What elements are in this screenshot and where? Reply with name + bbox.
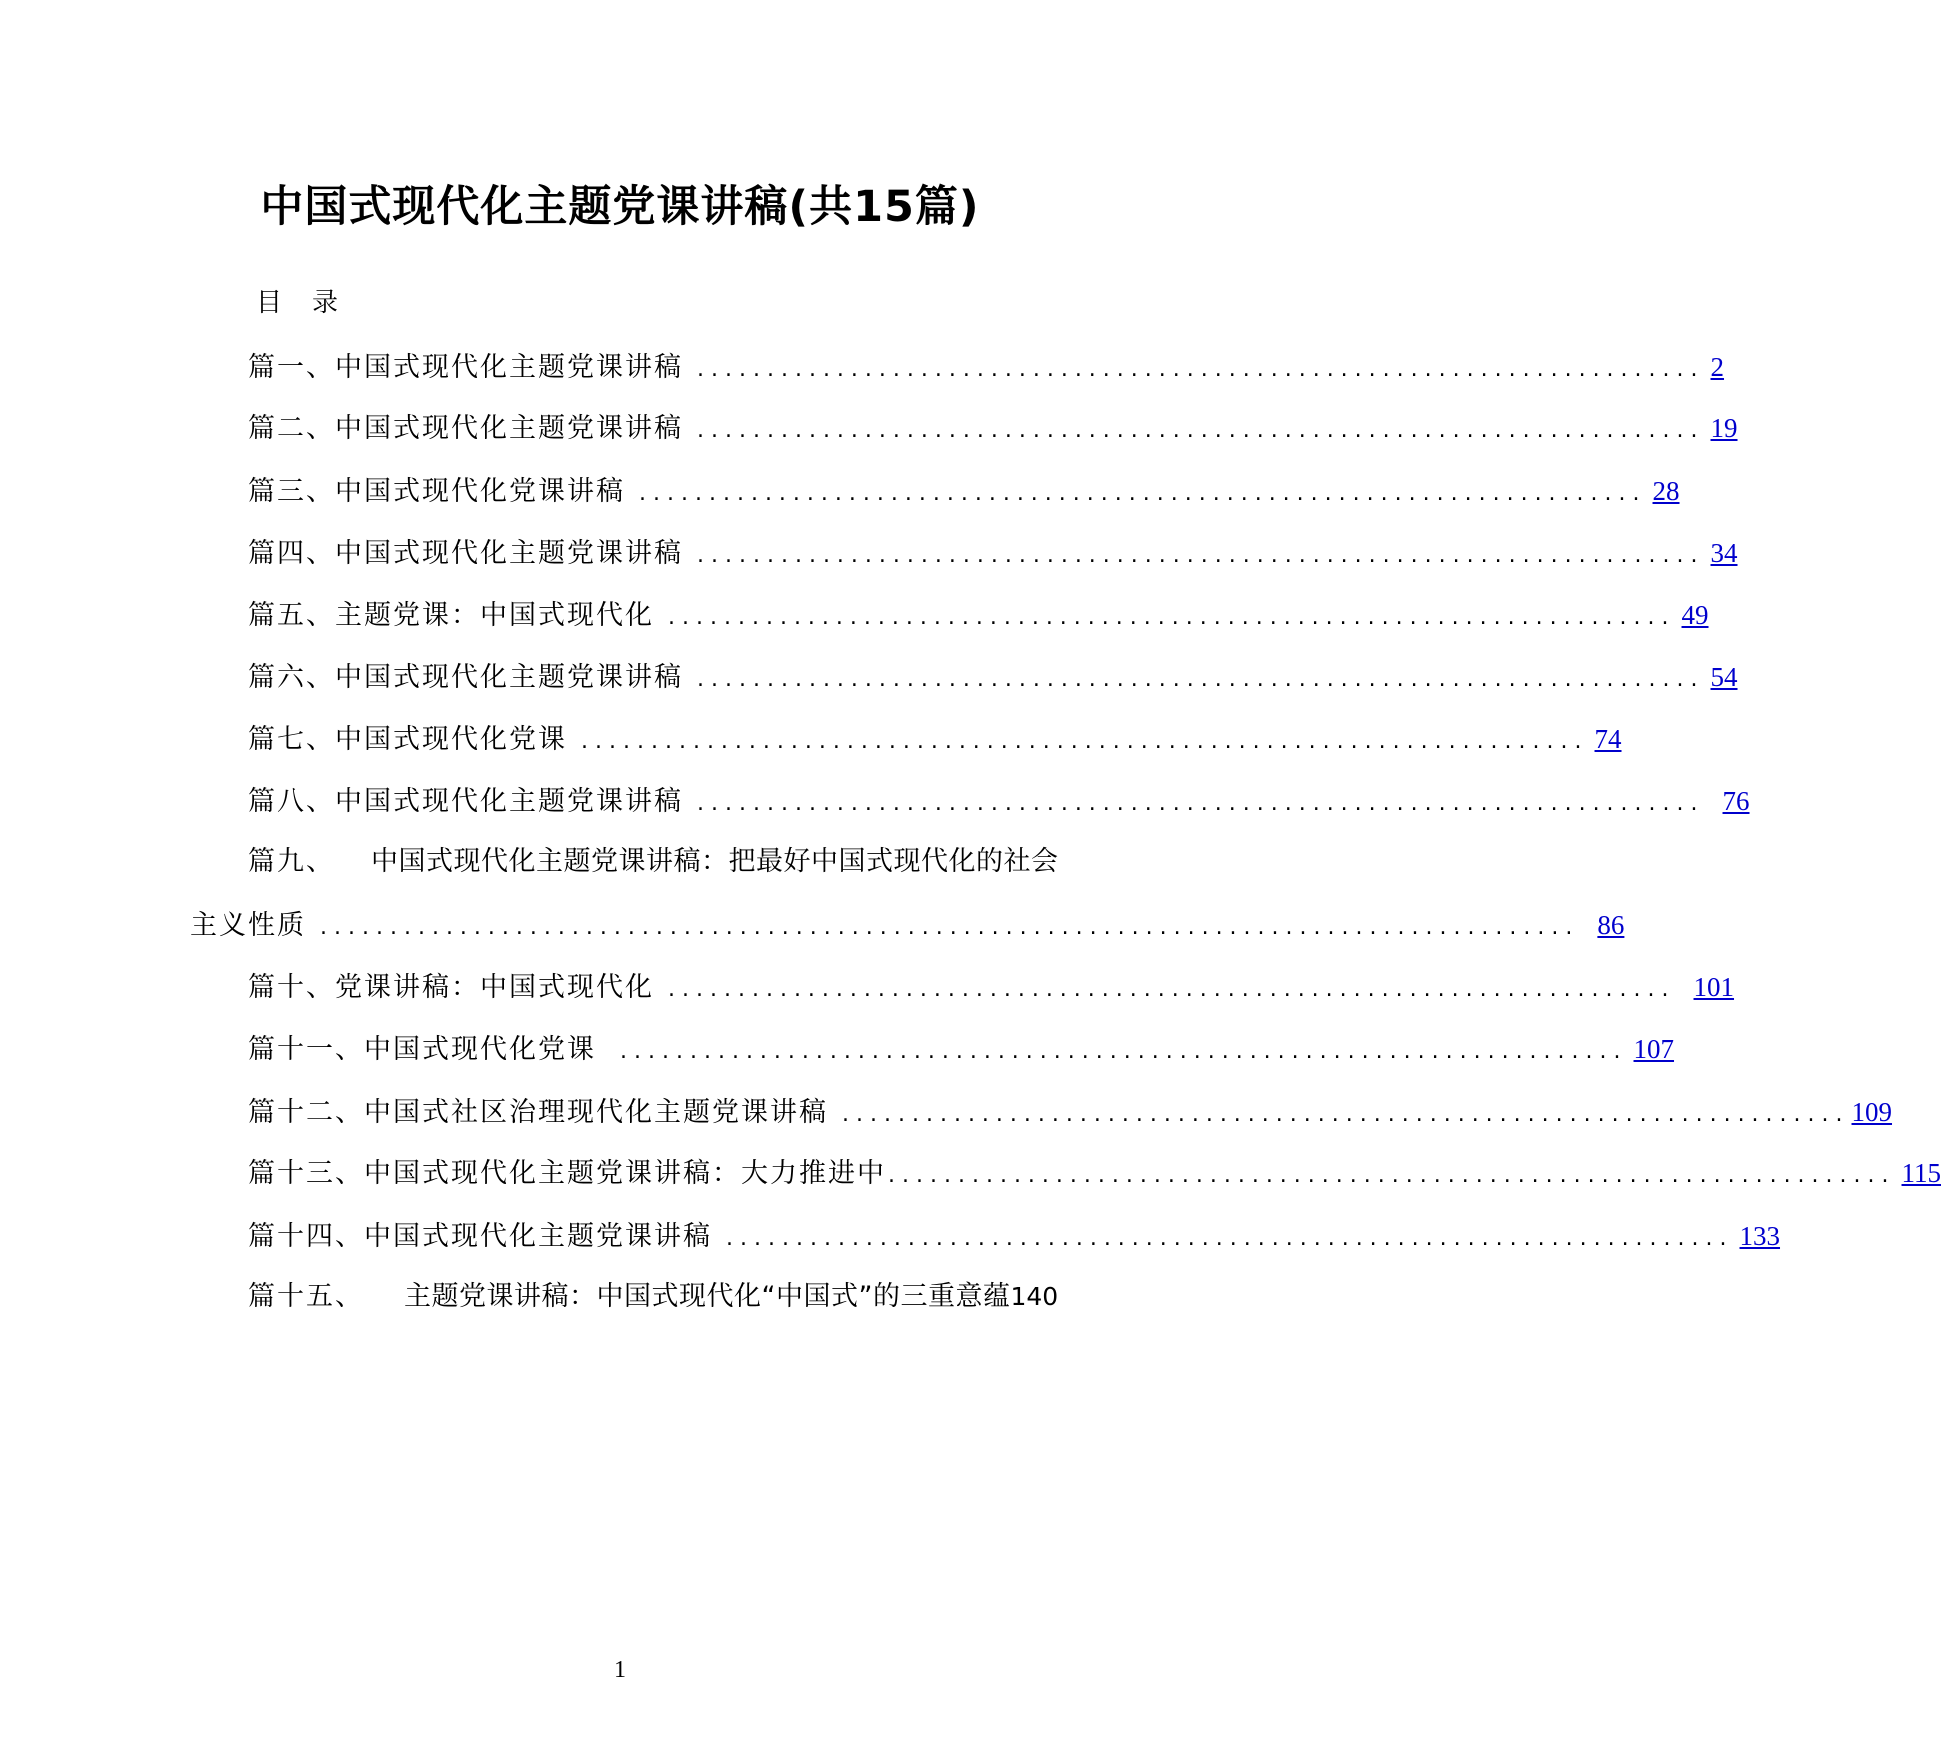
toc-page-link[interactable]: 28 [1652,476,1680,506]
toc-entry[interactable] [248,781,1750,817]
toc-entry-title: 主题党课讲稿：中国式现代化“中国式”的三重意蕴 [404,1281,1011,1312]
toc-page-link[interactable]: 133 [1739,1221,1781,1251]
toc-leader-dots: ........................................................................ [697,667,1705,692]
toc-entry[interactable] [248,1283,1058,1310]
toc-leader-dots: ........................................................................ [888,1163,1896,1188]
toc-page-link[interactable]: 34 [1710,538,1738,568]
toc-page-number: 140 [1010,1282,1059,1311]
toc-entry[interactable] [248,1153,1941,1189]
toc-leader-dots: ........................................................................ [842,1102,1850,1127]
toc-page-link[interactable]: 19 [1710,413,1738,443]
toc-leader-dots: ........................................................................ [581,729,1589,754]
toc-entry-title: 篇十四、中国式现代化主题党课讲稿 [248,1221,712,1252]
document-title: 中国式现代化主题党课讲稿(共15篇) [260,182,980,232]
toc-entry-title: 篇十一、中国式现代化党课 [248,1034,596,1065]
toc-entry-title-continued: 主义性质 [190,910,306,941]
toc-page-link[interactable]: 76 [1722,786,1750,816]
toc-entry-title: 篇七、中国式现代化党课 [248,724,567,755]
toc-leader-dots: ........................................................................ [697,543,1705,568]
toc-page-link[interactable]: 86 [1597,910,1625,940]
toc-page-link[interactable]: 101 [1693,972,1735,1002]
toc-entry-prefix: 篇十五、 [248,1281,364,1312]
toc-page-link[interactable]: 2 [1710,352,1725,382]
toc-leader-dots: ........................................................................ [620,1039,1628,1064]
toc-entry-title: 篇三、中国式现代化党课讲稿 [248,476,625,507]
toc-page-link[interactable]: 54 [1710,662,1738,692]
toc-leader-dots: ........................................................................ [697,357,1705,382]
toc-leader-dots: ........................................................................ [668,605,1676,630]
toc-entry-title: 篇十二、中国式社区治理现代化主题党课讲稿 [248,1097,828,1128]
toc-entry-title: 中国式现代化主题党课讲稿：把最好中国式现代化的社会 [371,846,1059,877]
toc-entry[interactable] [248,595,1709,631]
toc-leader-dots: ........................................................................ [726,1226,1734,1251]
toc-entry[interactable] [248,408,1738,444]
toc-entry-title: 篇五、主题党课：中国式现代化 [248,600,654,631]
toc-leader-dots: ........................................................................ [668,977,1676,1002]
toc-entry-prefix: 篇九、 [248,846,335,877]
toc-leader-dots: ........................................................................ [697,791,1705,816]
toc-entry[interactable] [248,967,1735,1003]
toc-entry-title: 篇八、中国式现代化主题党课讲稿 [248,786,683,817]
toc-page-link[interactable]: 115 [1901,1158,1941,1188]
toc-page-link[interactable]: 109 [1851,1097,1893,1127]
toc-entry[interactable] [248,1029,1675,1065]
toc-leader-dots: ........................................................................ [639,481,1647,506]
toc-entry-title: 篇十、党课讲稿：中国式现代化 [248,972,654,1003]
toc-entry[interactable] [248,719,1622,755]
toc-entry[interactable] [248,533,1738,569]
toc-entry[interactable] [248,1216,1781,1252]
toc-page-link[interactable]: 74 [1594,724,1622,754]
toc-entry-line1 [248,848,1059,875]
toc-entry[interactable] [248,1092,1893,1128]
toc-entry[interactable] [190,905,1625,941]
toc-entry-title: 篇二、中国式现代化主题党课讲稿 [248,413,683,444]
toc-leader-dots: ........................................................................ [697,418,1705,443]
toc-entry-title: 篇四、中国式现代化主题党课讲稿 [248,538,683,569]
toc-entry-title: 篇一、中国式现代化主题党课讲稿 [248,352,683,383]
toc-entry[interactable] [248,471,1680,507]
toc-page-link[interactable]: 49 [1681,600,1709,630]
toc-entry-title: 篇十三、中国式现代化主题党课讲稿：大力推进中 [248,1158,886,1189]
toc-entry[interactable] [248,657,1738,693]
toc-entry[interactable] [248,347,1725,383]
page-number: 1 [614,1657,626,1683]
toc-leader-dots: .......................................................................................... [320,915,1580,940]
toc-page-link[interactable]: 107 [1633,1034,1675,1064]
toc-heading: 目录 [256,288,369,318]
toc-entry-title: 篇六、中国式现代化主题党课讲稿 [248,662,683,693]
